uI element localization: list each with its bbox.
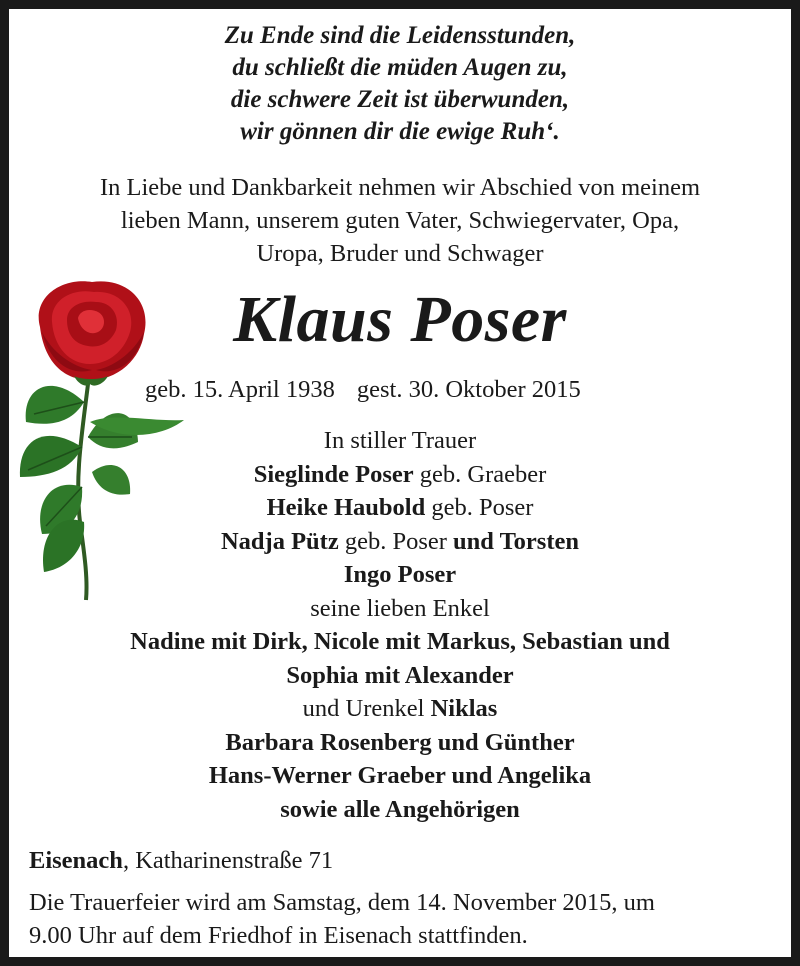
mourner-line	[0, 726, 800, 760]
life-dates	[145, 374, 581, 406]
address-line	[29, 845, 333, 877]
mourner-detail: geb. Poser	[425, 494, 534, 521]
grandchildren-line	[0, 625, 800, 659]
grandchildren-names: Nadine mit Dirk, Nicole mit Markus, Sebastian und	[130, 628, 670, 655]
mourner-line	[0, 458, 800, 492]
grandchildren-line	[0, 659, 800, 693]
mourner-name: Nadja Pütz	[220, 527, 339, 555]
funeral-line: 9.00 Uhr auf dem Friedhof in Eisenach stattfinden.	[29, 922, 528, 949]
mourner-detail: geb. Poser	[338, 527, 454, 555]
mourner-line	[0, 525, 800, 559]
mourner-partner: und Torsten	[453, 527, 580, 555]
mourners-list	[0, 424, 800, 826]
intro-line: Uropa, Bruder und Schwager	[256, 240, 544, 267]
mourner-line	[0, 491, 800, 525]
poem-line: du schließt die müden Augen zu,	[232, 54, 568, 81]
mourner-name: Ingo Poser	[343, 561, 457, 588]
funeral-info	[29, 886, 655, 952]
intro-line: lieben Mann, unserem guten Vater, Schwiegervater, Opa,	[120, 207, 680, 234]
mourner-name: sowie alle Angehörigen	[280, 795, 520, 823]
mourner-name: Heike Haubold	[266, 494, 426, 521]
mourner-line	[0, 558, 800, 592]
mourner-name: Barbara Rosenberg und Günther	[225, 728, 575, 756]
death-date: gest. 30. Oktober 2015	[356, 376, 581, 403]
deceased-name: Klaus Poser	[233, 283, 567, 356]
farewell-intro	[0, 171, 800, 270]
great-grandchild-line	[0, 692, 800, 726]
intro-line: In Liebe und Dankbarkeit nehmen wir Abschied von meinem	[99, 174, 701, 201]
poem-line: wir gönnen dir die ewige Ruh‘.	[240, 118, 560, 145]
mourner-line	[0, 793, 800, 827]
birth-date: geb. 15. April 1938	[145, 376, 335, 403]
address-street: , Katharinenstraße 71	[122, 847, 334, 874]
great-grandchild-name: Niklas	[430, 695, 498, 722]
grandchildren-names: Sophia mit Alexander	[286, 661, 514, 689]
poem-line: die schwere Zeit ist überwunden,	[230, 86, 570, 113]
mourner-name: Hans-Werner Graeber und Angelika	[208, 762, 592, 789]
great-grandchild-label: und Urenkel	[302, 695, 431, 722]
poem-verse	[0, 20, 800, 148]
mourner-line	[0, 759, 800, 793]
mourner-detail: geb. Graeber	[413, 460, 547, 488]
mourner-name: Sieglinde Poser	[253, 460, 414, 488]
address-city: Eisenach	[29, 847, 123, 874]
mourners-heading: In stiller Trauer	[323, 427, 477, 454]
grandchildren-label: seine lieben Enkel	[310, 594, 490, 622]
funeral-line: Die Trauerfeier wird am Samstag, dem 14. November 2015, um	[29, 889, 655, 916]
poem-line: Zu Ende sind die Leidensstunden,	[224, 22, 576, 49]
